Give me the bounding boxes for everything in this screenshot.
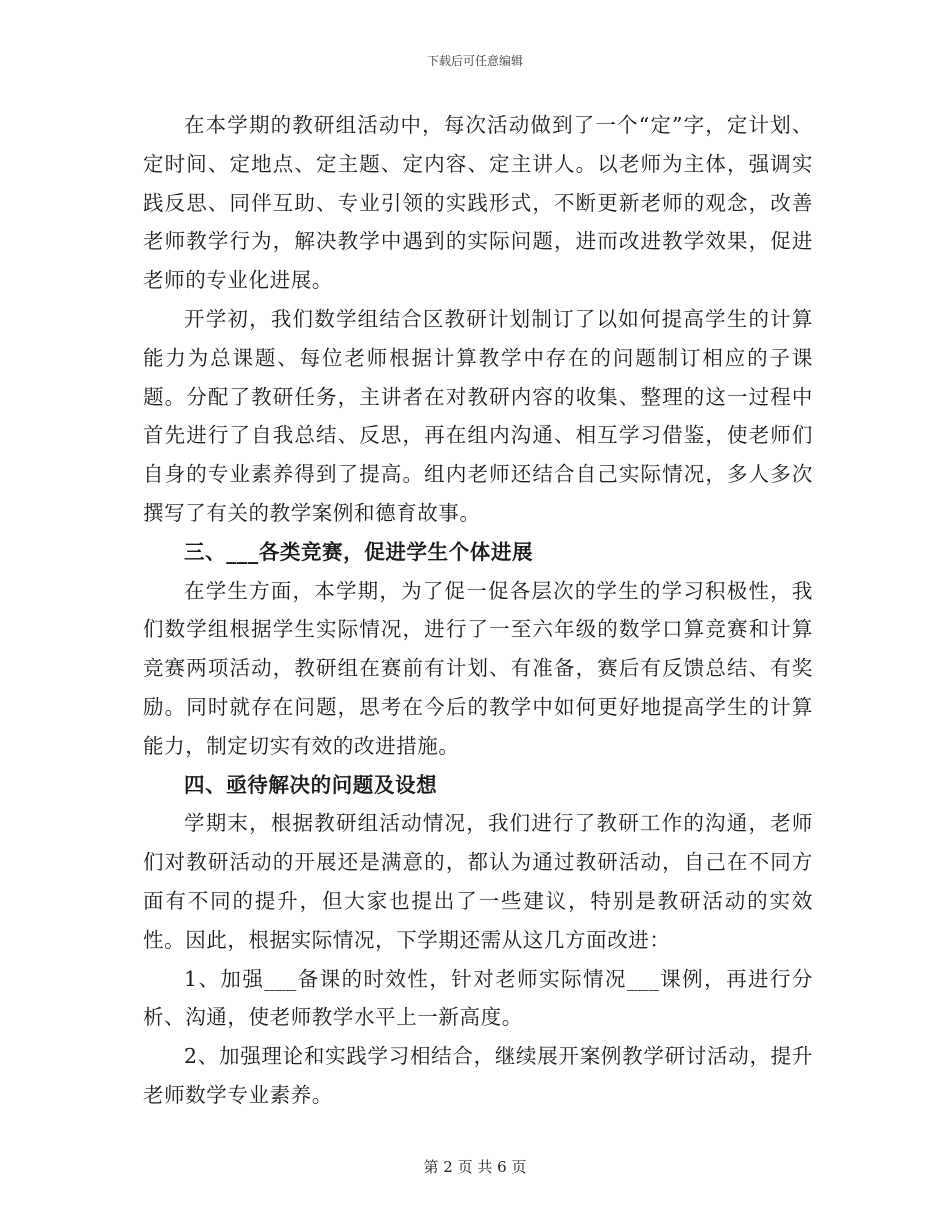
paragraph-semester-end: 学期末，根据教研组活动情况，我们进行了教研工作的沟通，老师们对教研活动的开展还是满意的，都认为通过教研活动，自己在不同方面有不同的提升，但大家也提出了一些建议，特别是教研活动的实效性。因此，根据实际情况，下学期还需从这几方面改进： bbox=[143, 811, 813, 952]
page-header-note: 下载后可任意编辑 bbox=[426, 54, 523, 68]
section-heading-competitions: 三、___各类竞赛，促进学生个体进展 bbox=[184, 539, 534, 564]
paragraph-student-competitions: 在学生方面，本学期，为了促一促各层次的学生的学习积极性，我们数学组根据学生实际情况，进行了一至六年级的数学口算竞赛和计算竞赛两项活动，教研组在赛前有计划、有准备，赛后有反馈总结、有奖励。同时就存在问题，思考在今后的教学中如何更好地提高学生的计算能力，制定切实有效的改进措施。 bbox=[143, 578, 813, 758]
document-body bbox=[143, 106, 813, 1115]
section-heading-problems: 四、亟待解决的问题及设想 bbox=[184, 772, 438, 797]
paragraph-activity-principles: 在本学期的教研组活动中，每次活动做到了一个“定”字，定计划、定时间、定地点、定主题、定内容、定主讲人。以老师为主体，强调实践反思、同伴互助、专业引领的实践形式，不断更新老师的观念，改善老师教学行为，解决教学中遇到的实际问题，进而改进教学效果，促进老师的专业化进展。 bbox=[143, 113, 813, 293]
paragraph-semester-start: 开学初，我们数学组结合区教研计划制订了以如何提高学生的计算能力为总课题、每位老师根据计算教学中存在的问题制订相应的子课题。分配了教研任务，主讲者在对教研内容的收集、整理的这一过程中首先进行了自我总结、反思，再在组内沟通、相互学习借鉴，使老师们自身的专业素养得到了提高。组内老师还结合自己实际情况，多人多次撰写了有关的教学案例和德育故事。 bbox=[143, 306, 813, 525]
list-item-improvement-2: 2、加强理论和实践学习相结合，继续展开案例教学研讨活动，提升老师数学专业素养。 bbox=[143, 1044, 813, 1107]
page-number: 第 2 页 共 6 页 bbox=[423, 1158, 527, 1176]
list-item-improvement-1: 1、加强___备课的时效性，针对老师实际情况___课例，再进行分析、沟通，使老师教学水平上一新高度。 bbox=[143, 966, 813, 1030]
